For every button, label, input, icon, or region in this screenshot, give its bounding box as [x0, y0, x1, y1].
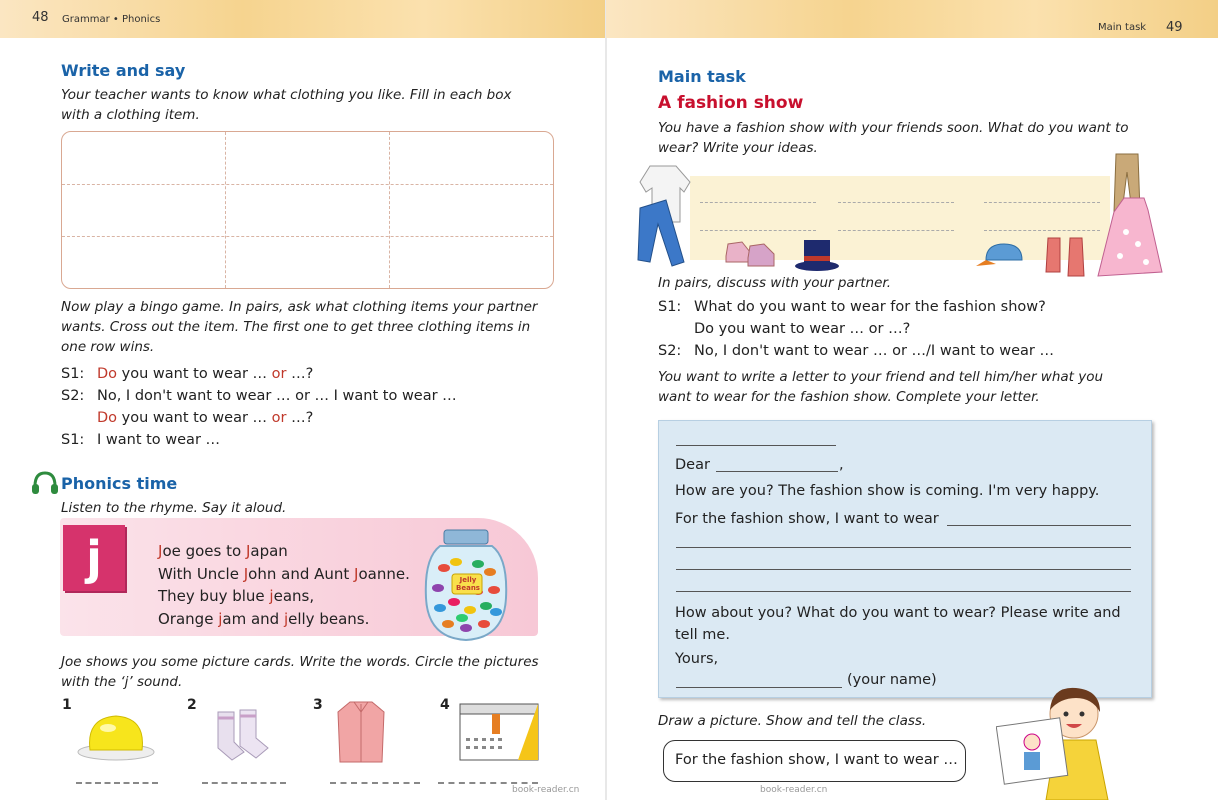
- letter-panel: [658, 420, 1152, 698]
- main-task-label: Main task: [658, 67, 746, 86]
- speaker-label: S1:: [658, 299, 682, 315]
- speaker-label: S2:: [658, 343, 682, 359]
- rhyme-text: [158, 540, 410, 630]
- highlighted-text: or: [271, 410, 287, 426]
- answer-line-1[interactable]: [76, 782, 158, 786]
- wear-line-2[interactable]: [676, 547, 1131, 548]
- dialogue-line: [61, 429, 457, 451]
- cards-instruction: Joe shows you some picture cards. Write the words. Circle the pictures with the ‘j’ sound.: [61, 654, 539, 690]
- letter-line-2: For the fashion show, I want to wear: [675, 511, 939, 527]
- recipient-line[interactable]: [716, 471, 838, 472]
- name-line[interactable]: [676, 687, 842, 688]
- highlighted-text: J: [354, 564, 359, 583]
- boots-image: [1044, 236, 1090, 280]
- text-run: eans,: [273, 587, 315, 605]
- text-run: With Uncle: [158, 564, 244, 583]
- highlighted-text: J: [245, 542, 251, 560]
- letter-line-1: How are you? The fashion show is coming. I'm very happy.: [675, 483, 1100, 499]
- dialogue-line: [61, 407, 457, 429]
- text-run: you want to wear …: [117, 366, 272, 382]
- letter-line-3: How about you? What do you want to wear? Please write and tell me.: [675, 605, 1121, 643]
- text-run: you want to wear …: [117, 410, 272, 426]
- speech-bubble: [663, 740, 966, 782]
- page-number: 49: [1166, 20, 1183, 35]
- cap-image: [976, 240, 1026, 270]
- bingo-dialogue: [61, 363, 457, 451]
- highlighted-text: Do: [97, 366, 118, 382]
- speaker-label: S2:: [61, 388, 85, 404]
- card-number-3: 3: [313, 697, 323, 713]
- girl-with-drawing-image: [996, 684, 1118, 800]
- dialogue-text: What do you want to wear for the fashion show?: [694, 299, 1046, 315]
- dialogue-line: [658, 340, 1054, 362]
- jelly-image: [76, 708, 156, 762]
- page-number: 48: [32, 10, 49, 25]
- text-run: apan: [250, 542, 288, 560]
- socks-image: [210, 708, 274, 762]
- dialogue-text: Do you want to wear … or …?: [694, 321, 911, 337]
- highlighted-text: j: [283, 609, 289, 628]
- sneakers-image: [724, 236, 776, 270]
- speech-bubble-text: For the fashion show, I want to wear …: [675, 752, 958, 768]
- text-run: am and: [222, 609, 284, 628]
- shirt-and-jeans-image: [636, 162, 696, 270]
- write-say-title: Write and say: [61, 61, 186, 80]
- fashion-show-title: A fashion show: [658, 93, 804, 113]
- highlighted-text: or: [271, 366, 287, 382]
- rhyme-line: [158, 608, 410, 631]
- left-page: [0, 0, 606, 800]
- dialogue-line: [658, 296, 1054, 318]
- letter-yours: Yours,: [675, 651, 719, 667]
- text-run: oe goes to: [162, 542, 246, 560]
- text-run: oanne.: [358, 564, 410, 583]
- letter-comma: ,: [839, 457, 844, 473]
- wear-line-1[interactable]: [947, 525, 1131, 526]
- text-run: I want to wear …: [97, 432, 221, 448]
- text-run: Orange: [158, 609, 219, 628]
- phonics-title: Phonics time: [61, 474, 178, 493]
- watermark: book-reader.cn: [760, 785, 828, 795]
- draw-instruction: Draw a picture. Show and tell the class.: [658, 713, 927, 729]
- highlighted-text: j: [269, 587, 274, 605]
- card-number-2: 2: [187, 697, 197, 713]
- rhyme-line: [158, 585, 410, 608]
- trousers-and-dress-image: [1096, 152, 1166, 282]
- text-run: They buy blue: [158, 587, 270, 605]
- calendar-image: [458, 700, 540, 762]
- letter-your-name: (your name): [847, 672, 937, 688]
- watermark: book-reader.cn: [512, 785, 580, 795]
- rhyme-line: [158, 563, 410, 586]
- text-run: …?: [286, 410, 314, 426]
- letter-instruction: You want to write a letter to your friend and tell him/her what you want to wear for the fashion show. Complete your letter.: [658, 369, 1104, 405]
- left-page-header: [0, 0, 606, 38]
- highlighted-text: J: [243, 564, 249, 583]
- card-number-1: 1: [62, 697, 72, 713]
- speaker-label: S1:: [61, 366, 85, 382]
- letter-dear: Dear: [675, 457, 710, 473]
- dialogue-text: No, I don't want to wear … or …/I want to wear …: [694, 343, 1054, 359]
- highlighted-text: Do: [97, 410, 118, 426]
- text-run: …?: [286, 366, 314, 382]
- wear-line-4[interactable]: [676, 591, 1131, 592]
- pairs-instruction: In pairs, discuss with your partner.: [658, 275, 892, 291]
- highlighted-text: j: [218, 609, 223, 628]
- dialogue-line: [61, 385, 457, 407]
- text-run: No, I don't want to wear … or … I want to wear …: [97, 388, 457, 404]
- text-run: ohn and Aunt: [248, 564, 355, 583]
- dialogue-line: [61, 363, 457, 385]
- fashion-dialogue: [658, 296, 1054, 362]
- write-say-instruction: Your teacher wants to know what clothing you like. Fill in each box with a clothing item.: [61, 87, 512, 123]
- bingo-instruction: Now play a bingo game. In pairs, ask what clothing items your partner wants. Cross out the item. The first one to get three clothing items in one row wins.: [61, 299, 538, 355]
- bingo-grid[interactable]: [61, 131, 554, 289]
- rhyme-line: [158, 540, 410, 563]
- jar-label: Jelly Beans: [456, 576, 480, 592]
- wear-line-3[interactable]: [676, 569, 1131, 570]
- dialogue-line: [658, 318, 1054, 340]
- phonics-letter: j: [63, 525, 125, 591]
- top-hat-image: [794, 238, 840, 272]
- phonics-instruction: Listen to the rhyme. Say it aloud.: [61, 500, 287, 516]
- section-label: Main task: [1098, 22, 1147, 33]
- highlighted-text: J: [158, 542, 163, 560]
- section-label: Grammar • Phonics: [62, 14, 161, 25]
- answer-line-3[interactable]: [330, 782, 420, 786]
- text-run: elly beans.: [288, 609, 370, 628]
- fashion-instruction: You have a fashion show with your friends soon. What do you want to wear? Write your ideas.: [658, 120, 1129, 156]
- date-line[interactable]: [676, 445, 836, 446]
- right-page-header: [606, 0, 1218, 38]
- headphones-icon: [31, 470, 59, 496]
- jacket-image: [336, 700, 386, 766]
- speaker-label: S1:: [61, 432, 85, 448]
- card-number-4: 4: [440, 697, 450, 713]
- answer-line-2[interactable]: [202, 782, 286, 786]
